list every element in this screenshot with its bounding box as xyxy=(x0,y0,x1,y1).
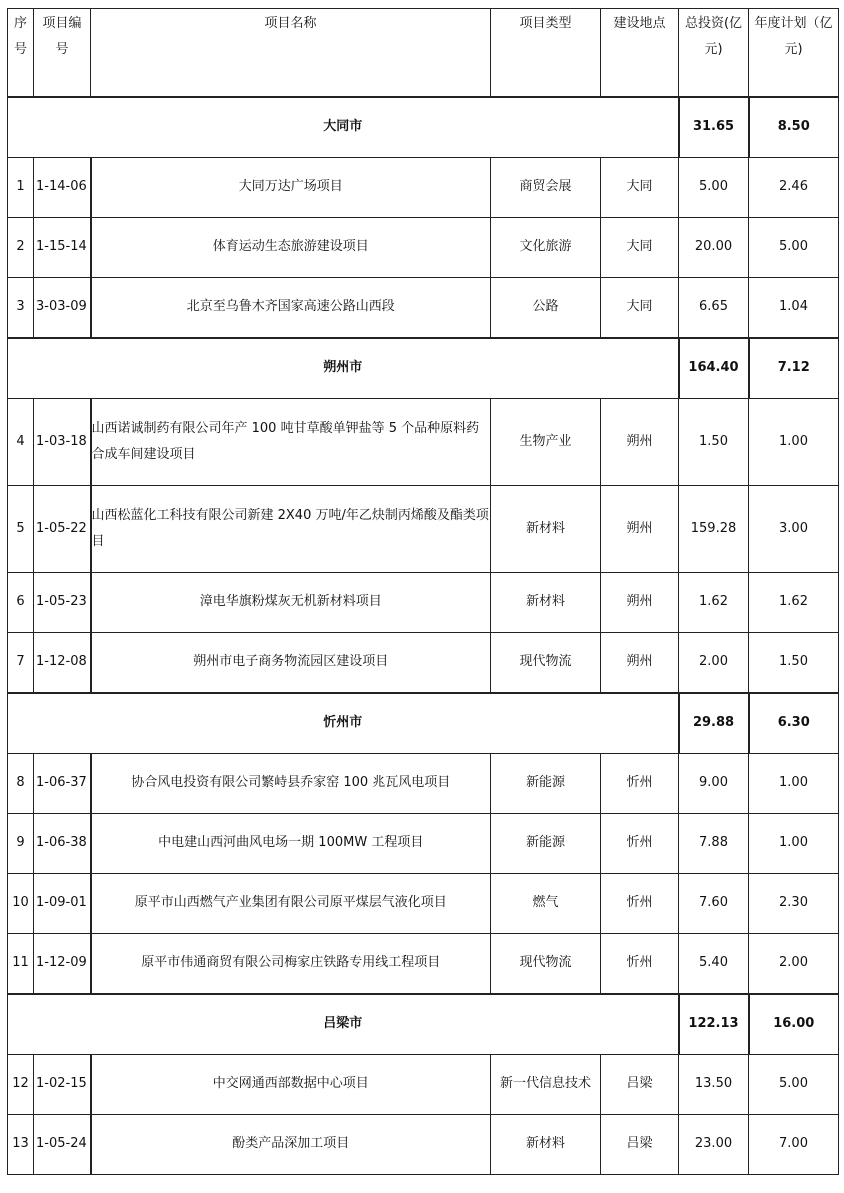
cell-plan: 1.50 xyxy=(749,632,839,693)
cell-seq: 11 xyxy=(8,933,34,994)
cell-plan: 7.00 xyxy=(749,1114,839,1174)
header-name: 项目名称 xyxy=(91,9,491,97)
cell-type: 新一代信息技术 xyxy=(491,1054,601,1114)
group-plan: 7.12 xyxy=(749,338,839,399)
cell-total: 7.88 xyxy=(679,813,749,873)
cell-location: 吕梁 xyxy=(601,1054,679,1114)
cell-seq: 2 xyxy=(8,217,34,277)
cell-total: 159.28 xyxy=(679,485,749,572)
cell-code: 1-09-01 xyxy=(34,873,91,933)
cell-code: 3-03-09 xyxy=(34,277,91,338)
cell-name: 酚类产品深加工项目 xyxy=(91,1114,491,1174)
cell-type: 现代物流 xyxy=(491,632,601,693)
cell-name: 原平市伟通商贸有限公司梅家庄铁路专用线工程项目 xyxy=(91,933,491,994)
cell-plan: 1.62 xyxy=(749,572,839,632)
cell-type: 商贸会展 xyxy=(491,157,601,217)
cell-type: 现代物流 xyxy=(491,933,601,994)
group-row xyxy=(8,693,839,754)
cell-code: 1-15-14 xyxy=(34,217,91,277)
cell-total: 13.50 xyxy=(679,1054,749,1114)
cell-seq: 5 xyxy=(8,485,34,572)
cell-location: 忻州 xyxy=(601,933,679,994)
table-row xyxy=(8,753,839,813)
cell-total: 5.40 xyxy=(679,933,749,994)
table-row xyxy=(8,873,839,933)
table-row xyxy=(8,632,839,693)
cell-location: 大同 xyxy=(601,277,679,338)
group-total: 122.13 xyxy=(679,994,749,1055)
group-name: 吕梁市 xyxy=(8,994,679,1055)
cell-location: 朔州 xyxy=(601,398,679,485)
cell-name: 北京至乌鲁木齐国家高速公路山西段 xyxy=(91,277,491,338)
header-row xyxy=(8,9,839,97)
cell-seq: 8 xyxy=(8,753,34,813)
cell-location: 忻州 xyxy=(601,813,679,873)
header-seq: 序 号 xyxy=(8,9,34,97)
cell-seq: 3 xyxy=(8,277,34,338)
cell-name: 朔州市电子商务物流园区建设项目 xyxy=(91,632,491,693)
project-table xyxy=(7,8,839,1175)
cell-code: 1-12-09 xyxy=(34,933,91,994)
table-row xyxy=(8,485,839,572)
table-row xyxy=(8,277,839,338)
cell-name: 协合风电投资有限公司繁峙县乔家窑 100 兆瓦风电项目 xyxy=(91,753,491,813)
cell-location: 忻州 xyxy=(601,873,679,933)
cell-location: 朔州 xyxy=(601,632,679,693)
cell-seq: 10 xyxy=(8,873,34,933)
cell-location: 大同 xyxy=(601,217,679,277)
table-row xyxy=(8,1054,839,1114)
cell-name: 山西诺诚制药有限公司年产 100 吨甘草酸单钾盐等 5 个品种原料药合成车间建设项目 xyxy=(91,398,491,485)
header-code: 项目编 号 xyxy=(34,9,91,97)
group-name: 朔州市 xyxy=(8,338,679,399)
cell-total: 9.00 xyxy=(679,753,749,813)
cell-type: 新能源 xyxy=(491,813,601,873)
group-plan: 8.50 xyxy=(749,97,839,158)
header-plan: 年度计划（亿 元) xyxy=(749,9,839,97)
table-body xyxy=(8,97,839,1175)
cell-plan: 2.46 xyxy=(749,157,839,217)
group-total: 164.40 xyxy=(679,338,749,399)
cell-name: 漳电华旗粉煤灰无机新材料项目 xyxy=(91,572,491,632)
group-row xyxy=(8,338,839,399)
table-row xyxy=(8,157,839,217)
cell-type: 公路 xyxy=(491,277,601,338)
cell-total: 1.62 xyxy=(679,572,749,632)
cell-code: 1-12-08 xyxy=(34,632,91,693)
cell-code: 1-03-18 xyxy=(34,398,91,485)
cell-plan: 1.00 xyxy=(749,813,839,873)
cell-plan: 2.30 xyxy=(749,873,839,933)
table-row xyxy=(8,398,839,485)
cell-plan: 1.00 xyxy=(749,753,839,813)
cell-plan: 5.00 xyxy=(749,1054,839,1114)
table-row xyxy=(8,813,839,873)
header-type: 项目类型 xyxy=(491,9,601,97)
cell-name: 大同万达广场项目 xyxy=(91,157,491,217)
group-plan: 6.30 xyxy=(749,693,839,754)
cell-plan: 3.00 xyxy=(749,485,839,572)
group-total: 29.88 xyxy=(679,693,749,754)
cell-name: 体育运动生态旅游建设项目 xyxy=(91,217,491,277)
group-name: 忻州市 xyxy=(8,693,679,754)
cell-plan: 1.04 xyxy=(749,277,839,338)
cell-plan: 2.00 xyxy=(749,933,839,994)
table-row xyxy=(8,933,839,994)
cell-total: 5.00 xyxy=(679,157,749,217)
cell-name: 原平市山西燃气产业集团有限公司原平煤层气液化项目 xyxy=(91,873,491,933)
cell-name: 中交网通西部数据中心项目 xyxy=(91,1054,491,1114)
cell-type: 文化旅游 xyxy=(491,217,601,277)
cell-total: 20.00 xyxy=(679,217,749,277)
cell-type: 新材料 xyxy=(491,572,601,632)
cell-name: 中电建山西河曲风电场一期 100MW 工程项目 xyxy=(91,813,491,873)
cell-code: 1-06-38 xyxy=(34,813,91,873)
cell-seq: 13 xyxy=(8,1114,34,1174)
cell-total: 1.50 xyxy=(679,398,749,485)
cell-location: 朔州 xyxy=(601,572,679,632)
cell-code: 1-05-22 xyxy=(34,485,91,572)
cell-type: 新材料 xyxy=(491,1114,601,1174)
cell-type: 新能源 xyxy=(491,753,601,813)
group-row xyxy=(8,97,839,158)
header-total: 总投资(亿 元) xyxy=(679,9,749,97)
cell-seq: 6 xyxy=(8,572,34,632)
cell-name: 山西松蓝化工科技有限公司新建 2X40 万吨/年乙炔制丙烯酸及酯类项目 xyxy=(91,485,491,572)
cell-code: 1-06-37 xyxy=(34,753,91,813)
cell-location: 吕梁 xyxy=(601,1114,679,1174)
cell-type: 生物产业 xyxy=(491,398,601,485)
cell-code: 1-14-06 xyxy=(34,157,91,217)
cell-seq: 9 xyxy=(8,813,34,873)
cell-type: 燃气 xyxy=(491,873,601,933)
cell-code: 1-05-24 xyxy=(34,1114,91,1174)
cell-code: 1-02-15 xyxy=(34,1054,91,1114)
cell-location: 大同 xyxy=(601,157,679,217)
group-name: 大同市 xyxy=(8,97,679,158)
cell-total: 2.00 xyxy=(679,632,749,693)
cell-seq: 4 xyxy=(8,398,34,485)
cell-total: 7.60 xyxy=(679,873,749,933)
group-row xyxy=(8,994,839,1055)
cell-type: 新材料 xyxy=(491,485,601,572)
cell-location: 忻州 xyxy=(601,753,679,813)
cell-plan: 1.00 xyxy=(749,398,839,485)
table-row xyxy=(8,217,839,277)
table-row xyxy=(8,1114,839,1174)
header-location: 建设地点 xyxy=(601,9,679,97)
cell-plan: 5.00 xyxy=(749,217,839,277)
cell-total: 23.00 xyxy=(679,1114,749,1174)
cell-seq: 12 xyxy=(8,1054,34,1114)
table-row xyxy=(8,572,839,632)
cell-code: 1-05-23 xyxy=(34,572,91,632)
cell-total: 6.65 xyxy=(679,277,749,338)
group-plan: 16.00 xyxy=(749,994,839,1055)
group-total: 31.65 xyxy=(679,97,749,158)
cell-location: 朔州 xyxy=(601,485,679,572)
cell-seq: 7 xyxy=(8,632,34,693)
cell-seq: 1 xyxy=(8,157,34,217)
